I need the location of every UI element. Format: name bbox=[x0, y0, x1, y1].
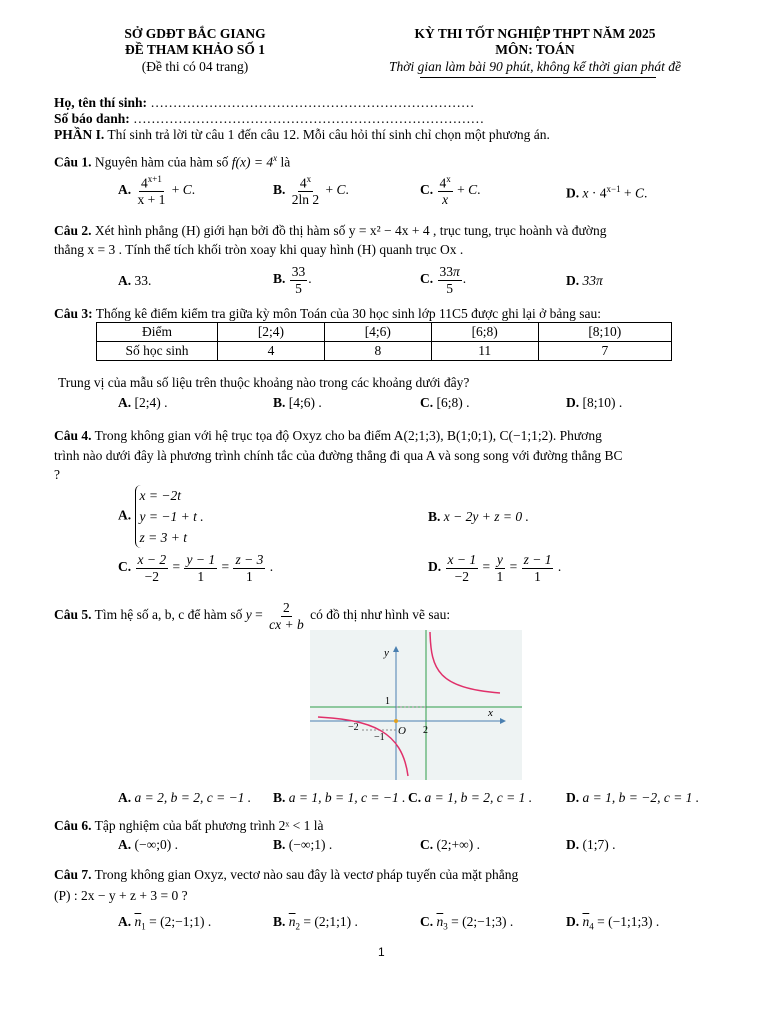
q7-label: Câu 7. bbox=[54, 867, 92, 882]
q2-stem-line1 bbox=[54, 223, 606, 239]
dept-name: SỞ GDĐT BẮC GIANG bbox=[124, 26, 266, 41]
candidate-sbd-row bbox=[54, 111, 484, 127]
tick-label: 1 bbox=[385, 696, 390, 707]
table-cell: Điểm bbox=[97, 323, 218, 342]
q2-option-a[interactable]: A. 33. bbox=[118, 273, 152, 288]
header-underline bbox=[420, 77, 656, 78]
sbd-dots: …………………………………………………………………… bbox=[133, 111, 485, 126]
table-cell: [6;8) bbox=[431, 323, 538, 342]
q7-option-a[interactable]: A. $\overline{n}_1$ = (2;−1;1) . bbox=[118, 914, 212, 932]
q6-option-a[interactable]: A. (−∞;0) . bbox=[118, 837, 178, 852]
page-number: 1 bbox=[378, 945, 385, 959]
q1-text: Nguyên hàm của hàm số bbox=[94, 154, 229, 170]
tick-label: 2 bbox=[423, 725, 428, 736]
q1-option-b[interactable]: B. $\frac{4^x}{2\ln 2}$ + C. bbox=[273, 174, 349, 208]
q5-stem: Câu 5. Tìm hệ số a, b, c để hàm số y = $\frac{2}{cx + b}$ có đồ thị như hình vẽ sau: bbox=[54, 600, 451, 632]
score-table bbox=[96, 322, 672, 361]
table-cell: [8;10) bbox=[538, 323, 671, 342]
intercept-point bbox=[394, 719, 398, 723]
q7-line2: (P) : 2x − y + z + 3 = 0 ? bbox=[54, 888, 188, 903]
q5-option-c[interactable]: C. a = 1, b = 2, c = 1 . bbox=[408, 790, 533, 805]
q5-option-a[interactable]: A. a = 2, b = 2, c = −1 . bbox=[118, 790, 252, 805]
tick-label: −2 bbox=[348, 722, 359, 733]
page-count-note: (Đề thi có 04 trang) bbox=[141, 59, 249, 74]
q3-question: Trung vị của mẫu số liệu trên thuộc khoảng nào trong các khoảng dưới đây? bbox=[58, 375, 470, 390]
q3-option-b[interactable]: B. [4;6) . bbox=[273, 395, 322, 410]
q3-option-a[interactable]: A. [2;4) . bbox=[118, 395, 168, 410]
q5-option-d[interactable]: D. a = 1, b = −2, c = 1 . bbox=[566, 790, 700, 805]
table-cell: 11 bbox=[431, 342, 538, 361]
time-note: Thời gian làm bài 90 phút, không kể thời gian phát đề bbox=[389, 59, 681, 74]
q1-option-d[interactable]: D. $x \cdot 4^{x-1} + C$. bbox=[566, 184, 648, 201]
part1-label: PHẦN I. bbox=[54, 127, 105, 142]
tick-label: −1 bbox=[374, 732, 385, 743]
q2-option-c[interactable]: C. $\frac{33\pi}{5}$ . bbox=[420, 264, 467, 296]
name-label: Họ, tên thí sinh: bbox=[54, 95, 148, 110]
q4-option-b[interactable]: B. x − 2y + z = 0 . bbox=[428, 509, 529, 524]
q3-text: Thống kê điểm kiểm tra giữa kỳ môn Toán của 30 học sinh lớp 11C5 được ghi lại ở bảng sau: bbox=[95, 306, 602, 321]
q5-text: Tìm hệ số a, b, c để hàm số bbox=[94, 607, 243, 623]
table-cell: 7 bbox=[538, 342, 671, 361]
q1-stem bbox=[54, 153, 290, 171]
q7-option-b[interactable]: B. $\overline{n}_2$ = (2;1;1) . bbox=[273, 914, 358, 932]
q7-stem-line1 bbox=[54, 867, 518, 883]
q4-line1: Trong không gian với hệ trục tọa độ Oxyz cho ba điểm A(2;1;3), B(1;0;1), C(−1;1;2). Phương bbox=[94, 428, 602, 443]
part1-text: Thí sinh trả lời từ câu 1 đến câu 12. Mỗi câu hỏi thí sinh chỉ chọn một phương án. bbox=[107, 127, 550, 142]
q4-option-d[interactable]: D. $\frac{x - 1}{-2}$ = $\frac{y}{1}$ = $\frac{z - 1}{1}$ . bbox=[428, 552, 562, 584]
table-cell: [4;6) bbox=[324, 323, 431, 342]
q3-option-d[interactable]: D. [8;10) . bbox=[566, 395, 623, 410]
q3-label: Câu 3: bbox=[54, 306, 93, 321]
q1-option-a[interactable]: A. $\frac{4^{x+1}}{x + 1}$ + C. bbox=[118, 174, 196, 208]
part1-instruction bbox=[54, 127, 550, 143]
q2-line2: thẳng x = 3 . Tính thể tích khối tròn xoay khi quay hình (H) quanh trục Ox . bbox=[54, 242, 464, 257]
q1-tail: là bbox=[280, 154, 291, 170]
q2-option-b[interactable]: B. $\frac{33}{5}$ . bbox=[273, 264, 312, 296]
q1-option-c[interactable]: C. $\frac{4^x}{x}$ + C. bbox=[420, 174, 481, 208]
q4-line3: ? bbox=[54, 467, 60, 482]
q4-option-a[interactable]: A. x = −2t y = −1 + t . z = 3 + t bbox=[118, 485, 204, 548]
q2-option-d[interactable]: D. 33π bbox=[566, 273, 603, 288]
x-axis-label: x bbox=[488, 707, 493, 719]
q2-label: Câu 2. bbox=[54, 223, 92, 238]
table-cell: 8 bbox=[324, 342, 431, 361]
table-cell: [2;4) bbox=[218, 323, 325, 342]
q5-option-b[interactable]: B. a = 1, b = 1, c = −1 . bbox=[273, 790, 406, 805]
q5-label: Câu 5. bbox=[54, 607, 92, 623]
q1-label: Câu 1. bbox=[54, 154, 92, 170]
name-dots: ……………………………………………………………… bbox=[150, 95, 475, 110]
q6-text: Tập nghiệm của bất phương trình 2ˣ < 1 là bbox=[94, 818, 324, 833]
exam-title: KỲ THI TỐT NGHIỆP THPT NĂM 2025 bbox=[414, 26, 656, 41]
y-axis-label: y bbox=[384, 647, 389, 659]
subject: MÔN: TOÁN bbox=[495, 42, 575, 57]
origin-label: O bbox=[398, 725, 406, 737]
graph-background bbox=[310, 630, 522, 780]
q3-option-c[interactable]: C. [6;8) . bbox=[420, 395, 470, 410]
q5-tail: có đồ thị như hình vẽ sau: bbox=[310, 607, 451, 623]
q6-option-b[interactable]: B. (−∞;1) . bbox=[273, 837, 333, 852]
table-cell: Số học sinh bbox=[97, 342, 218, 361]
q2-line1: Xét hình phẳng (H) giới hạn bởi đồ thị hàm số y = x² − 4x + 4 , trục tung, trục hoành và đường bbox=[94, 223, 607, 238]
q7-option-c[interactable]: C. $\overline{n}_3$ = (2;−1;3) . bbox=[420, 914, 514, 932]
q4-line2: trình nào dưới đây là phương trình chính tắc của đường thẳng đi qua A và song song với đường thẳng BC bbox=[54, 448, 623, 463]
q4-option-c[interactable]: C. $\frac{x - 2}{-2}$ = $\frac{y - 1}{1}$ = $\frac{z - 3}{1}$ . bbox=[118, 552, 274, 584]
q6-option-c[interactable]: C. (2;+∞) . bbox=[420, 837, 480, 852]
q4-stem-line1 bbox=[54, 428, 602, 444]
q6-label: Câu 6. bbox=[54, 818, 92, 833]
exam-code: ĐỀ THAM KHẢO SỐ 1 bbox=[124, 42, 266, 57]
q7-option-d[interactable]: D. $\overline{n}_4$ = (−1;1;3) . bbox=[566, 914, 660, 932]
q3-stem bbox=[54, 306, 601, 322]
sbd-label: Số báo danh: bbox=[54, 111, 130, 126]
table-row bbox=[97, 342, 672, 361]
q6-option-d[interactable]: D. (1;7) . bbox=[566, 837, 616, 852]
q4-label: Câu 4. bbox=[54, 428, 92, 443]
param-system: x = −2t y = −1 + t . z = 3 + t bbox=[135, 485, 204, 548]
q6-stem bbox=[54, 818, 323, 834]
q1-exp: x bbox=[273, 153, 278, 163]
candidate-name-row bbox=[54, 95, 474, 111]
q1-func: f(x) = 4 bbox=[231, 154, 274, 170]
table-cell: 4 bbox=[218, 342, 325, 361]
table-row bbox=[97, 323, 672, 342]
q7-line1: Trong không gian Oxyz, vectơ nào sau đây là vectơ pháp tuyến của mặt phẳng bbox=[94, 867, 519, 882]
q5-graph bbox=[310, 630, 522, 780]
